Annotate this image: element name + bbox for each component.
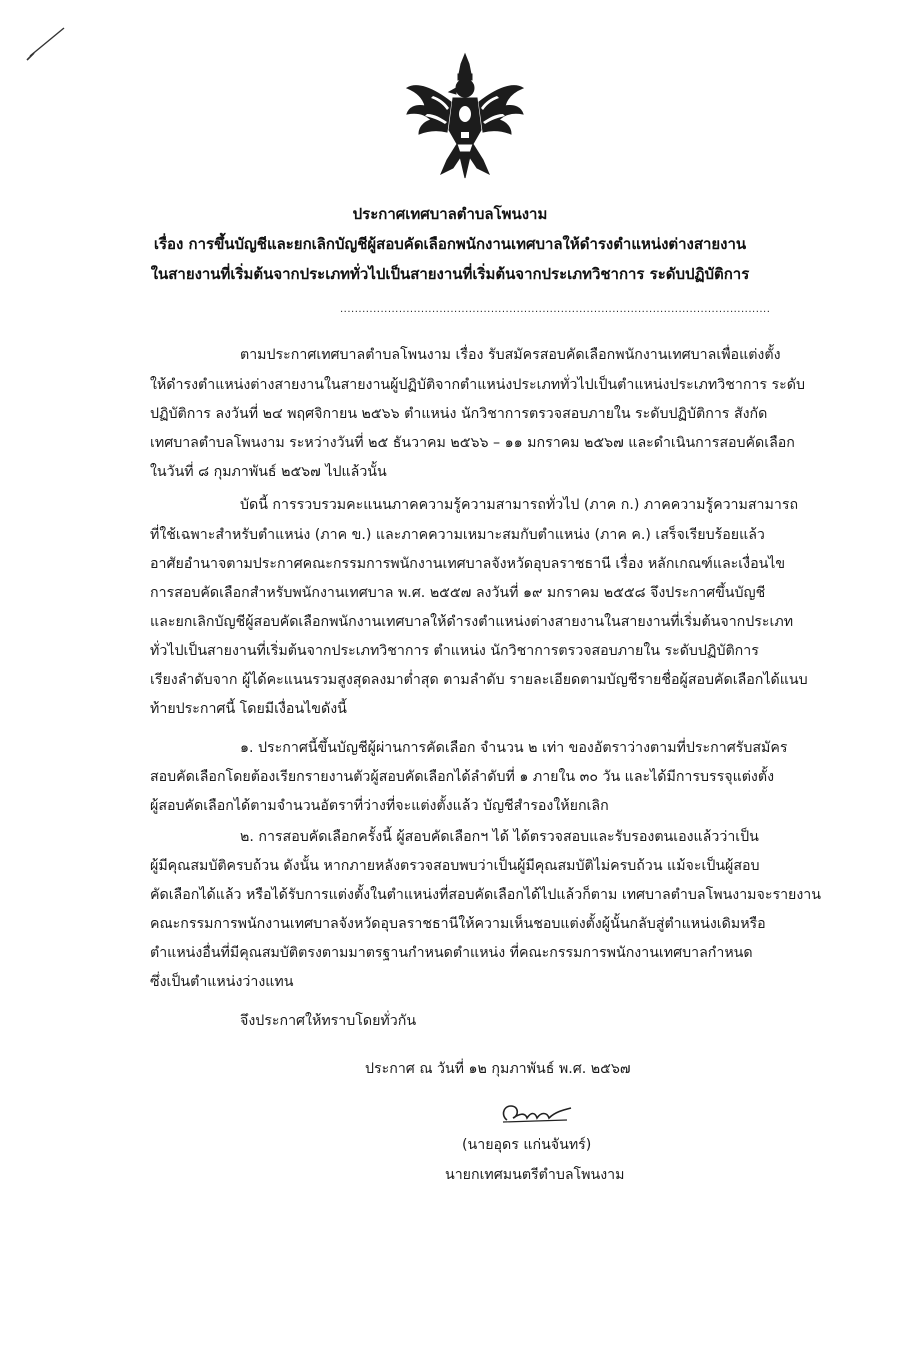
paragraph-2-line: เรียงลำดับจาก ผู้ได้คะแนนรวมสูงสุดลงมาต่ำสุด ตามลำดับ รายละเอียดตามบัญชีรายชื่อผู้สอบคัดเลือกได้แนบ xyxy=(150,672,808,688)
handwritten-signature xyxy=(497,1098,577,1128)
condition-2-line: คัดเลือกได้แล้ว หรือได้รับการแต่งตั้งในตำแหน่งที่สอบคัดเลือกได้ไปแล้วก็ตาม เทศบาลตำบลโพนงามจะรายงาน xyxy=(150,887,821,903)
paragraph-1-line: เทศบาลตำบลโพนงาม ระหว่างวันที่ ๒๕ ธันวาคม ๒๕๖๖ – ๑๑ มกราคม ๒๕๖๗ และดำเนินการสอบคัดเลือก xyxy=(150,435,795,451)
paragraph-2-line: อาศัยอำนาจตามประกาศคณะกรรมการพนักงานเทศบาลจังหวัดอุบลราชธานี เรื่อง หลักเกณฑ์และเงื่อนไข xyxy=(150,556,786,572)
announcement-date: ประกาศ ณ วันที่ ๑๒ กุมภาพันธ์ พ.ศ. ๒๕๖๗ xyxy=(365,1061,631,1077)
condition-2-line: ผู้มีคุณสมบัติครบถ้วน ดังนั้น หากภายหลังตรวจสอบพบว่าเป็นผู้มีคุณสมบัติไม่ครบถ้วน แม้จะเป็นผู้สอบ xyxy=(150,858,760,874)
paragraph-1-line: ตามประกาศเทศบาลตำบลโพนงาม เรื่อง รับสมัครสอบคัดเลือกพนักงานเทศบาลเพื่อแต่งตั้ง xyxy=(240,347,781,363)
condition-2-line: ๒. การสอบคัดเลือกครั้งนี้ ผู้สอบคัดเลือกฯ ได้ ได้ตรวจสอบและรับรองตนเองแล้วว่าเป็น xyxy=(240,829,759,845)
condition-1-line: ผู้สอบคัดเลือกได้ตามจำนวนอัตราที่ว่างที่จะแต่งตั้งแล้ว บัญชีสำรองให้ยกเลิก xyxy=(150,798,609,814)
paragraph-1-line: ในวันที่ ๘ กุมภาพันธ์ ๒๕๖๗ ไปแล้วนั้น xyxy=(150,464,387,480)
announcement-subject-line-2: ในสายงานที่เริ่มต้นจากประเภททั่วไปเป็นสายงานที่เริ่มต้นจากประเภทวิชาการ ระดับปฏิบัติการ xyxy=(150,265,750,283)
condition-2-line: ซึ่งเป็นตำแหน่งว่างแทน xyxy=(150,974,294,990)
closing-statement: จึงประกาศให้ทราบโดยทั่วกัน xyxy=(240,1013,417,1029)
garuda-emblem-icon xyxy=(403,52,527,182)
paragraph-2-line: ทั่วไปเป็นสายงานที่เริ่มต้นจากประเภทวิชาการ ตำแหน่ง นักวิชาการตรวจสอบภายใน ระดับปฏิบัติการ xyxy=(150,643,759,659)
paragraph-1-line: ให้ดำรงตำแหน่งต่างสายงานในสายงานผู้ปฏิบัติจากตำแหน่งประเภททั่วไปเป็นตำแหน่งประเภทวิชาการ ระดับ xyxy=(150,377,805,393)
paragraph-2-line: ที่ใช้เฉพาะสำหรับตำแหน่ง (ภาค ข.) และภาคความเหมาะสมกับตำแหน่ง (ภาค ค.) เสร็จเรียบร้อยแล้ว xyxy=(150,527,765,543)
announcement-title: ประกาศเทศบาลตำบลโพนงาม xyxy=(352,205,548,223)
paragraph-2-line: และยกเลิกบัญชีผู้สอบคัดเลือกพนักงานเทศบาลให้ดำรงตำแหน่งต่างสายงานในสายงานที่เริ่มต้นจากประเภท xyxy=(150,614,794,630)
pen-mark xyxy=(22,20,72,70)
condition-2-line: ตำแหน่งอื่นที่มีคุณสมบัติตรงตามมาตรฐานกำหนดตำแหน่ง ที่คณะกรรมการพนักงานเทศบาลกำหนด xyxy=(150,945,753,961)
signatory-name: (นายอุดร แก่นจันทร์) xyxy=(462,1137,592,1153)
announcement-subject-line-1: เรื่อง การขึ้นบัญชีและยกเลิกบัญชีผู้สอบคัดเลือกพนักงานเทศบาลให้ดำรงตำแหน่งต่างสายงาน xyxy=(153,235,747,253)
paragraph-1-line: ปฏิบัติการ ลงวันที่ ๒๔ พฤศจิกายน ๒๕๖๖ ตำแหน่ง นักวิชาการตรวจสอบภายใน ระดับปฏิบัติการ สังกัด xyxy=(150,406,768,422)
paragraph-2-line: การสอบคัดเลือกสำหรับพนักงานเทศบาล พ.ศ. ๒๕๕๗ ลงวันที่ ๑๙ มกราคม ๒๕๕๘ จึงประกาศขึ้นบัญชี xyxy=(150,585,766,601)
condition-1-line: สอบคัดเลือกโดยต้องเรียกรายงานตัวผู้สอบคัดเลือกได้ลำดับที่ ๑ ภายใน ๓๐ วัน และได้มีการบรรจุแต่งตั้ง xyxy=(150,769,774,785)
paragraph-2-line: บัดนี้ การรวบรวมคะแนนภาคความรู้ความสามารถทั่วไป (ภาค ก.) ภาคความรู้ความสามารถ xyxy=(240,497,799,513)
dotted-separator: ..................................................................................................................... xyxy=(340,304,771,315)
signatory-position: นายกเทศมนตรีตำบลโพนงาม xyxy=(445,1167,625,1183)
condition-1-line: ๑. ประกาศนี้ขึ้นบัญชีผู้ผ่านการคัดเลือก จำนวน ๒ เท่า ของอัตราว่างตามที่ประกาศรับสมัคร xyxy=(240,740,788,756)
paragraph-2-line: ท้ายประกาศนี้ โดยมีเงื่อนไขดังนี้ xyxy=(150,701,347,717)
condition-2-line: คณะกรรมการพนักงานเทศบาลจังหวัดอุบลราชธานีให้ความเห็นชอบแต่งตั้งผู้นั้นกลับสู่ตำแหน่งเดิมหรือ xyxy=(150,916,766,932)
